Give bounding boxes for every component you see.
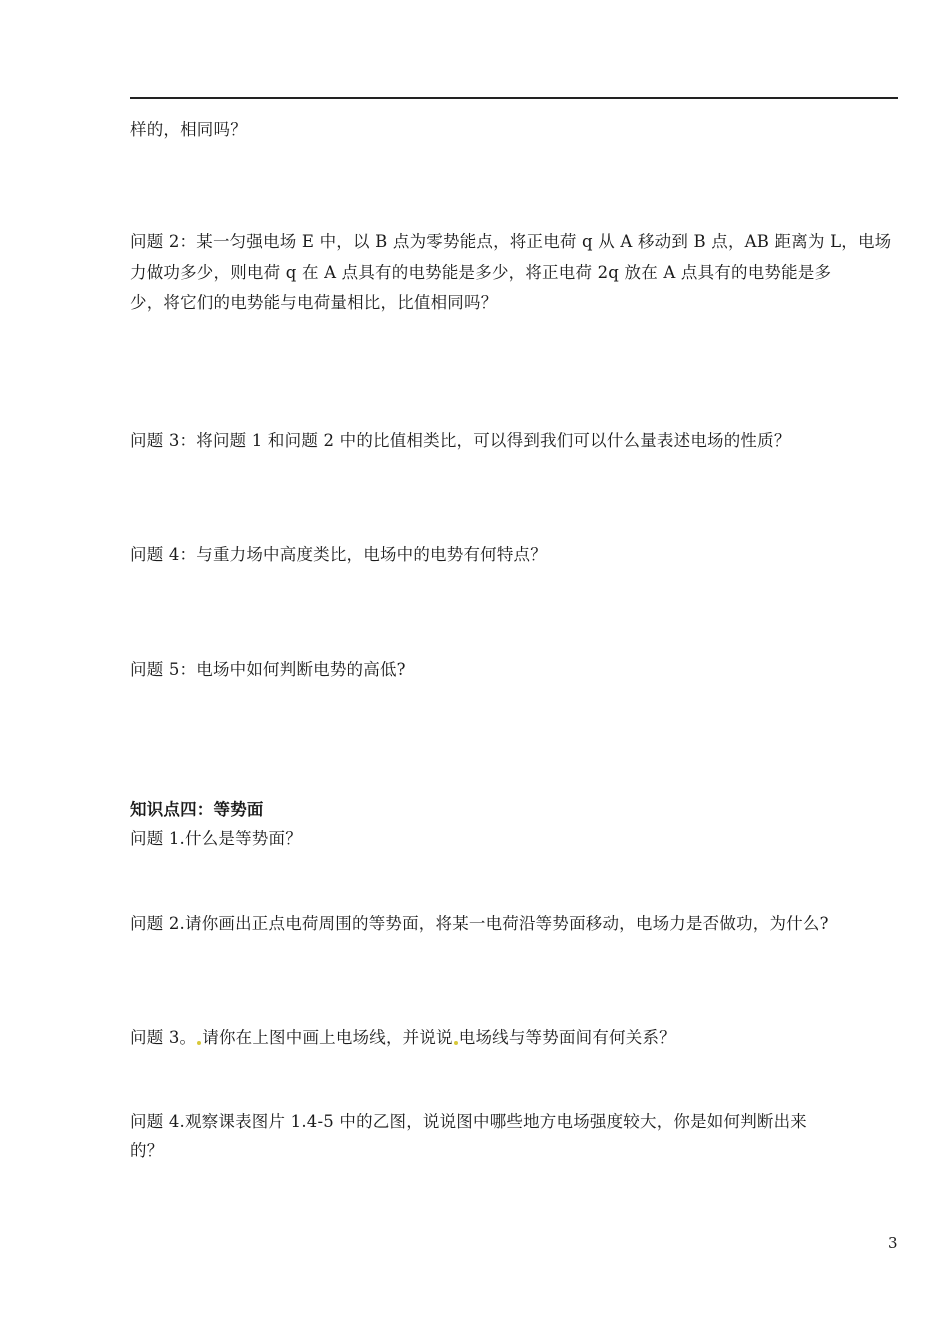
question-2-line-1: 问题 2：某一匀强电场 E 中，以 B 点为零势能点，将正电荷 q 从 A 移动到 B 点，AB 距离为 L，电场	[130, 232, 892, 251]
question-2-line-2: 力做功多少，则电荷 q 在 A 点具有的电势能是多少，将正电荷 2q 放在 A 点具有的电势能是多	[130, 263, 832, 282]
annotation-mark	[197, 1041, 201, 1045]
section4-question-4-line-2: 的？	[130, 1141, 164, 1160]
section4-question-3	[130, 1028, 910, 1048]
section4-question-3-tail: 电场线与等势面间有何关系？	[458, 1028, 676, 1047]
question-2-line-3: 少，将它们的电势能与电荷量相比，比值相同吗？	[130, 293, 498, 312]
section4-question-3-body: 请你在上图中画上电场线，并说说	[202, 1028, 453, 1047]
section-heading: 知识点四：等势面	[130, 800, 264, 819]
section4-question-3-prefix: 问题 3。	[130, 1028, 197, 1047]
section4-question-4-line-1: 问题 4.观察课表图片 1.4-5 中的乙图，说说图中哪些地方电场强度较大，你是如何判断出来	[130, 1112, 807, 1131]
page-number: 3	[888, 1234, 898, 1252]
annotation-mark	[454, 1041, 458, 1045]
question-5: 问题 5：电场中如何判断电势的高低?	[130, 660, 406, 679]
section4-question-1: 问题 1.什么是等势面？	[130, 829, 302, 848]
continuation-line: 样的，相同吗？	[130, 120, 247, 139]
section4-question-2: 问题 2.请你画出正点电荷周围的等势面，将某一电荷沿等势面移动，电场力是否做功，为什么?	[130, 914, 829, 933]
question-3: 问题 3：将问题 1 和问题 2 中的比值相类比，可以得到我们可以什么量表述电场的性质？	[130, 431, 791, 450]
header-rule	[130, 97, 898, 99]
question-4: 问题 4：与重力场中高度类比，电场中的电势有何特点？	[130, 545, 547, 564]
